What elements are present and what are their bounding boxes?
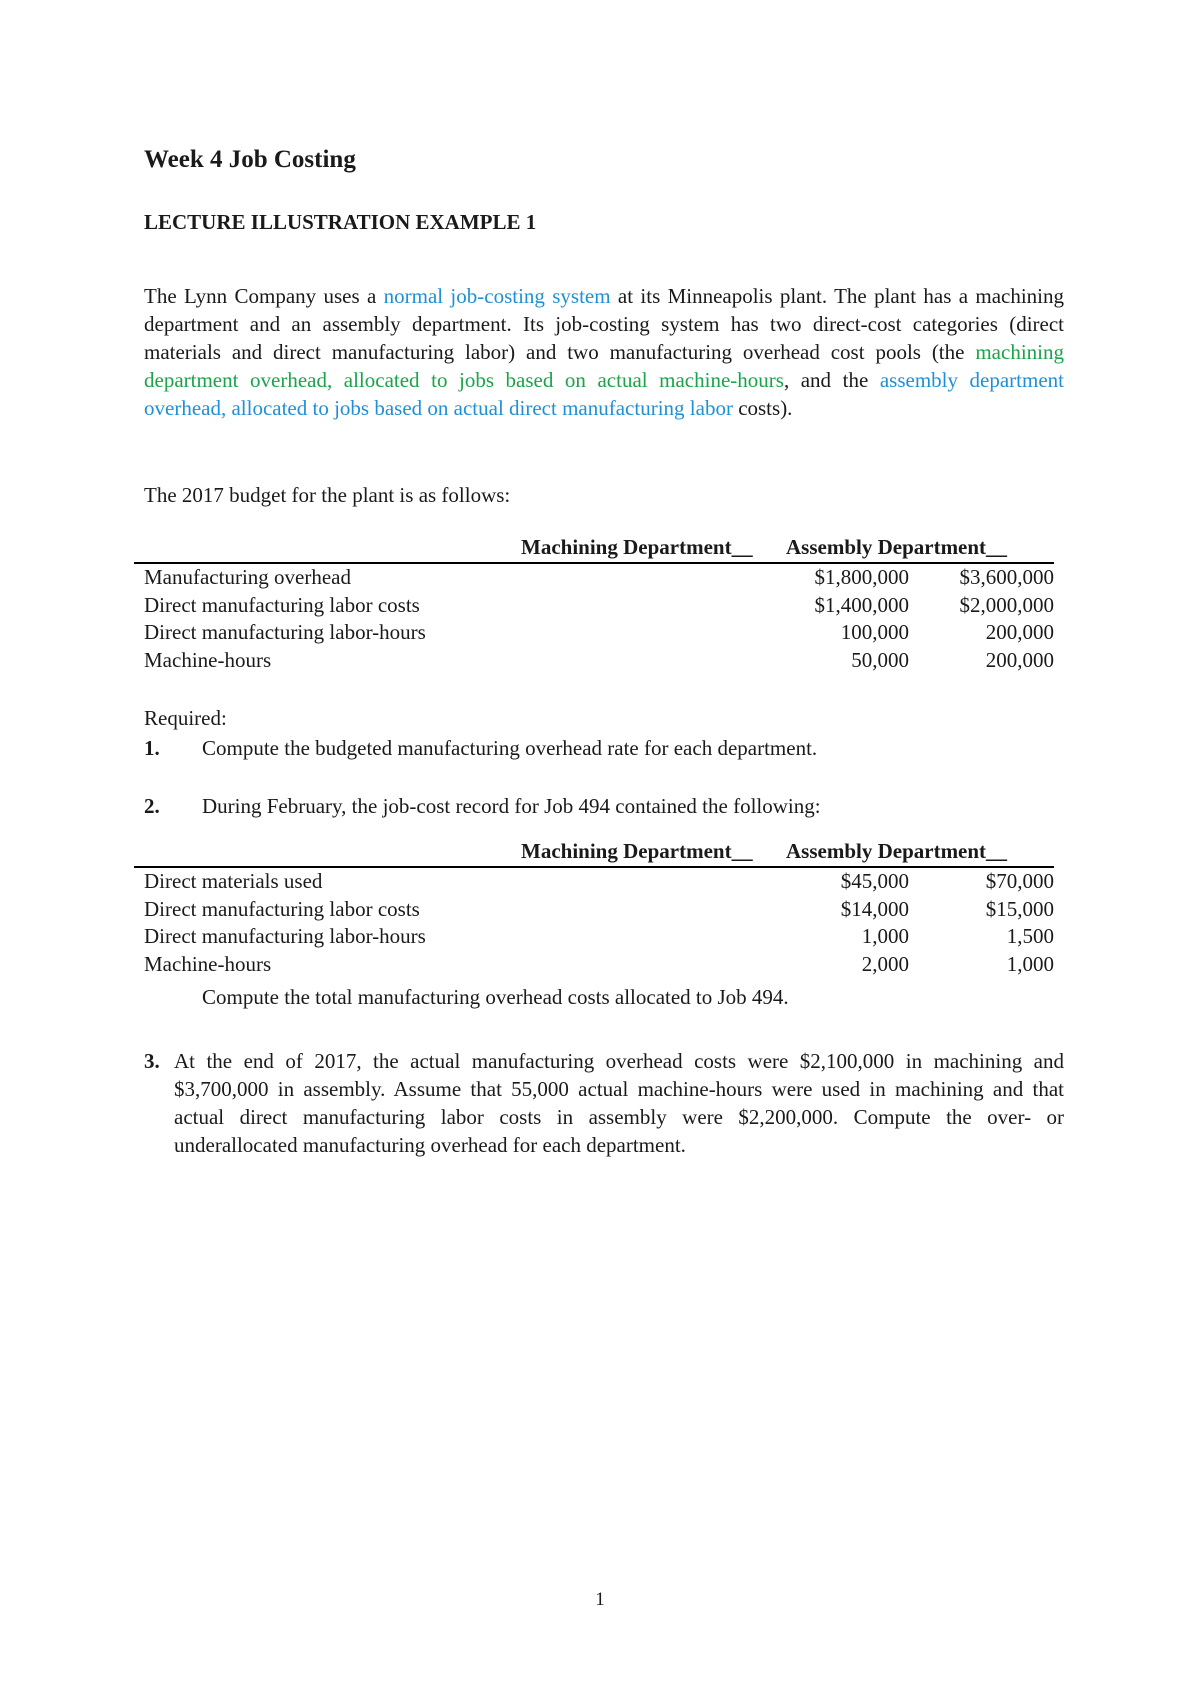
row-label: Direct manufacturing labor-hours bbox=[144, 924, 426, 948]
job-table bbox=[134, 838, 1054, 978]
machining-value: 1,000 bbox=[861, 924, 909, 948]
intro-highlight-machining: machining department overhead, allocated to jobs based on actual machine-hours bbox=[144, 340, 1064, 392]
machining-value: $1,800,000 bbox=[814, 565, 909, 589]
intro-text-5: , and the bbox=[783, 368, 880, 392]
assembly-value: 1,000 bbox=[1006, 951, 1054, 976]
table-row bbox=[134, 619, 1054, 647]
question-text: During February, the job-cost record for Job 494 contained the following: bbox=[202, 794, 821, 818]
table-row bbox=[134, 592, 1054, 620]
page-number: 1 bbox=[595, 1589, 605, 1610]
assembly-value: $3,600,000 bbox=[959, 565, 1054, 589]
table-row bbox=[134, 923, 1054, 951]
intro-text-1: The Lynn Company uses a bbox=[144, 284, 384, 308]
table-row bbox=[134, 951, 1054, 979]
page-title: Week 4 Job Costing bbox=[144, 146, 356, 173]
budget-intro: The 2017 budget for the plant is as follows: bbox=[144, 483, 511, 507]
column-header-machining: Machining Department__ bbox=[521, 535, 753, 559]
assembly-value: $15,000 bbox=[985, 896, 1054, 921]
row-label: Machine-hours bbox=[144, 647, 272, 672]
required-label: Required: bbox=[144, 706, 227, 730]
budget-table-header bbox=[134, 534, 1054, 564]
column-header-assembly: Assembly Department__ bbox=[786, 839, 1008, 863]
budget-table bbox=[134, 534, 1054, 674]
assembly-value: 1,500 bbox=[1006, 924, 1054, 948]
question-2 bbox=[144, 792, 1064, 820]
question-number: 2. bbox=[144, 794, 160, 818]
question-2-followup: Compute the total manufacturing overhead costs allocated to Job 494. bbox=[202, 985, 789, 1009]
question-3 bbox=[144, 1047, 1064, 1167]
intro-paragraph bbox=[144, 282, 1064, 422]
machining-value: 50,000 bbox=[851, 647, 909, 672]
column-header-machining: Machining Department__ bbox=[521, 839, 753, 863]
machining-value: $45,000 bbox=[840, 869, 909, 893]
question-1 bbox=[144, 734, 1064, 762]
intro-text-7: costs). bbox=[732, 396, 793, 420]
section-heading: LECTURE ILLUSTRATION EXAMPLE 1 bbox=[144, 210, 537, 234]
machining-value: 2,000 bbox=[861, 951, 909, 976]
machining-value: $14,000 bbox=[840, 896, 909, 921]
row-label: Direct manufacturing labor costs bbox=[144, 592, 420, 617]
question-number: 1. bbox=[144, 736, 160, 760]
question-number: 3. bbox=[144, 1049, 160, 1073]
intro-highlight-system: normal job-costing system bbox=[383, 284, 611, 308]
row-label: Manufacturing overhead bbox=[144, 565, 351, 589]
machining-value: $1,400,000 bbox=[814, 592, 909, 617]
intro-text-3: at its Minneapolis plant. The plant has a machining department and an assembly department. Its job-costing system has two direct-cost categories (direct materials and direct manufacturing labor) and two manufacturing overhead cost pools (the bbox=[144, 284, 1064, 364]
row-label: Direct manufacturing labor-hours bbox=[144, 620, 426, 644]
table-row bbox=[134, 868, 1054, 896]
row-label: Machine-hours bbox=[144, 951, 272, 976]
table-row bbox=[134, 647, 1054, 675]
assembly-value: 200,000 bbox=[985, 620, 1054, 644]
assembly-value: 200,000 bbox=[985, 647, 1054, 672]
assembly-value: $70,000 bbox=[985, 869, 1054, 893]
assembly-value: $2,000,000 bbox=[959, 592, 1054, 617]
column-header-assembly: Assembly Department__ bbox=[786, 535, 1008, 559]
machining-value: 100,000 bbox=[840, 620, 909, 644]
job-table-header bbox=[134, 838, 1054, 868]
intro-highlight-assembly: assembly department overhead, allocated to jobs based on actual direct manufacturing labor bbox=[144, 368, 1064, 420]
question-text: At the end of 2017, the actual manufacturing overhead costs were $2,100,000 in machining and $3,700,000 in assembly. Assume that 55,000 actual machine-hours were used in machining and that actual direct manufacturing labor costs in assembly were $2,200,000. Compute the over- or underallocated manufacturing overhead for each department. bbox=[174, 1049, 1064, 1157]
table-row bbox=[134, 564, 1054, 592]
table-row bbox=[134, 896, 1054, 924]
question-text: Compute the budgeted manufacturing overhead rate for each department. bbox=[202, 736, 818, 760]
row-label: Direct manufacturing labor costs bbox=[144, 896, 420, 921]
row-label: Direct materials used bbox=[144, 869, 323, 893]
